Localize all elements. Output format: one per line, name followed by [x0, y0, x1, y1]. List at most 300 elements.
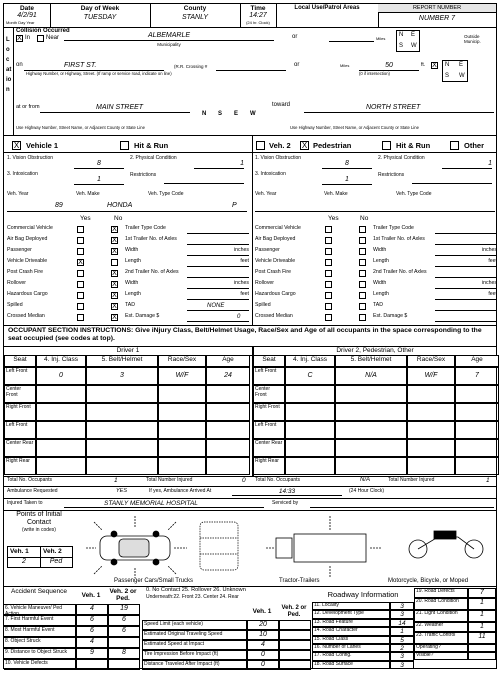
v1-no-box[interactable]	[111, 292, 118, 299]
occupant-cell[interactable]	[455, 385, 499, 403]
roadway-right-label: Operating?	[414, 644, 468, 652]
v2-intox-value: 1	[322, 176, 372, 185]
v2-right-label: Width	[373, 280, 387, 286]
date-label: Date	[19, 5, 35, 12]
v2-no-box[interactable]	[359, 292, 366, 299]
speed-row-label: Speed Limit (each vehicle)	[142, 620, 247, 630]
sequence-row-label: 8. Object Struck	[4, 637, 76, 648]
v2-right-label: 2nd Trailer No. of Axles	[373, 269, 427, 275]
impact-sub: (write in codes)	[22, 527, 56, 533]
s-1: S	[399, 43, 404, 49]
cars-label: Passenger Cars/Small Trucks	[114, 578, 194, 584]
occupant-cell[interactable]	[407, 439, 455, 457]
driver1-label: Driver 1	[116, 347, 140, 354]
v2-row-label: Commercial Vehicle	[255, 225, 301, 231]
veh2-checkbox[interactable]	[256, 141, 265, 150]
occupant-value: C	[307, 372, 313, 379]
occupant-cell[interactable]	[285, 421, 335, 439]
date-value: 4/2/91	[17, 12, 37, 20]
occupant-cell[interactable]	[158, 367, 206, 385]
v2-restrictions-line	[412, 176, 492, 184]
occupant-col-header: Seat	[4, 355, 36, 367]
sequence-veh2-value[interactable]	[108, 637, 140, 648]
occupant-col-header: 4. Inj. Class	[36, 355, 86, 367]
speed-veh2-label: Veh. 2 or Ped.	[281, 605, 307, 618]
serviced-label: Serviced by	[272, 500, 299, 506]
occupant-col-header: Seat	[253, 355, 285, 367]
roadway-right-value[interactable]: 1	[468, 610, 496, 622]
ambulance-label: Ambulance Requested	[7, 488, 58, 494]
occupant-cell[interactable]	[158, 385, 206, 403]
v1-yes-box[interactable]	[77, 303, 84, 310]
v2-physical-value: 1	[442, 160, 492, 169]
v1-vehicle-line	[7, 202, 247, 212]
v1-yes-label: Yes	[80, 215, 91, 222]
occupant-cell[interactable]	[407, 421, 455, 439]
municipality-value: ALBEMARLE	[64, 32, 274, 41]
v1-no-box[interactable]	[111, 237, 118, 244]
v2-vision-label: 1. Vision Obstruction	[255, 155, 302, 161]
roadway-row-label: 13. Road Feature	[312, 619, 390, 627]
impact-veh1-label: Veh. 1	[10, 548, 29, 555]
roadway-row-value[interactable]: 3	[390, 652, 414, 660]
v1-yes-mark: X	[78, 259, 83, 266]
v2-yes-box[interactable]	[325, 259, 332, 266]
in-checkbox[interactable]	[16, 35, 23, 42]
codes-line2: Underneath:22. Front 23. Center 24. Rear	[146, 594, 239, 600]
in-mark: X	[17, 35, 22, 42]
occupant-cell[interactable]	[455, 457, 499, 475]
pedestrian-checkbox[interactable]	[300, 141, 309, 150]
speed-veh1-value[interactable]: 20	[247, 620, 279, 630]
miles2-label: Miles	[340, 63, 350, 68]
sequence-veh1-value[interactable]: 6	[76, 615, 108, 626]
v1-type-label: Veh. Type Code	[148, 191, 184, 197]
sequence-veh1-value[interactable]: 9	[76, 648, 108, 659]
v1-row-label: Rollover	[7, 280, 27, 286]
sequence-row-label: 8. Most Harmful Event	[4, 626, 76, 637]
v2-right-line	[435, 237, 497, 245]
total-inj-label-1: Total Number Injured	[146, 477, 193, 483]
dow-cell	[50, 4, 151, 27]
v1-hit-run-checkbox[interactable]	[120, 141, 129, 150]
v1-no-mark: X	[112, 270, 117, 277]
v1-intox-label: 3. Intoxication	[7, 171, 38, 177]
v1-yes-box[interactable]	[77, 292, 84, 299]
seat-label: Center Front	[6, 386, 22, 398]
impact-title: Points of Initial Contact	[16, 511, 62, 526]
sequence-veh1-value[interactable]	[76, 659, 108, 670]
compass-row	[202, 104, 272, 118]
v1-vision-value: 8	[74, 160, 124, 169]
v2-intox-label: 3. Intoxication	[255, 171, 286, 177]
accident-report-form	[3, 3, 497, 669]
v1-restrictions-label: Restrictions	[130, 172, 157, 178]
v2-yes-box[interactable]	[325, 303, 332, 310]
v2-yes-box[interactable]	[325, 237, 332, 244]
speed-veh1-label: Veh. 1	[252, 608, 272, 615]
occupant-cell[interactable]	[407, 403, 455, 421]
v1-right-label: Length	[125, 291, 141, 297]
occupant-cell[interactable]	[4, 385, 36, 403]
occupant-cell[interactable]	[86, 421, 158, 439]
occupant-cell[interactable]	[158, 457, 206, 475]
v2-hit-run-checkbox[interactable]	[382, 141, 391, 150]
occupant-cell[interactable]	[206, 439, 250, 457]
occupant-cell[interactable]	[455, 367, 499, 385]
v2-no-box[interactable]	[359, 226, 366, 233]
sequence-veh1-value[interactable]: 6	[76, 626, 108, 637]
occupant-cell[interactable]	[86, 367, 158, 385]
county-label: County	[183, 5, 207, 12]
total-occ-label-2: Total No. Occupants	[255, 477, 301, 483]
ambulance-value: YES	[116, 488, 128, 494]
roadway-row-value[interactable]: 5	[390, 636, 414, 644]
occupant-cell[interactable]	[285, 457, 335, 475]
outside-municip-label: Outside Municip.	[464, 34, 481, 45]
occupant-cell[interactable]	[86, 457, 158, 475]
v1-right-unit: feet	[240, 258, 249, 264]
sequence-veh1-value[interactable]: 4	[76, 604, 108, 615]
occupant-cell[interactable]	[285, 367, 335, 385]
roadway-right-label: 23. Traffic Control	[414, 632, 468, 644]
speed-veh2-value[interactable]	[279, 660, 311, 670]
location-side-label	[4, 27, 14, 135]
v1-no-mark: X	[112, 281, 117, 288]
v1-no-mark: X	[112, 303, 117, 310]
v1-no-mark: X	[112, 237, 117, 244]
v1-hit-run-label: Hit & Run	[134, 141, 169, 150]
toward-street-value: NORTH STREET	[304, 104, 494, 113]
occupant-cell[interactable]	[158, 421, 206, 439]
v2-right-label: Width	[373, 247, 387, 253]
v1-right-line	[187, 226, 249, 234]
occupant-cell[interactable]	[253, 385, 285, 403]
roadway-right-value[interactable]	[468, 652, 496, 660]
moto-label: Motorcycle, Bicycle, or Moped	[388, 578, 469, 584]
occupant-cell[interactable]	[335, 367, 407, 385]
v1-no-mark: X	[112, 248, 117, 255]
sequence-row-label: 7. First Harmful Event	[4, 615, 76, 626]
s-2: S	[445, 73, 450, 79]
v2-yes-box[interactable]	[325, 248, 332, 255]
v1-right-label: Width	[125, 280, 139, 286]
roadway-right-label: 19. Road Defects	[414, 588, 468, 598]
roadway-title: Roadway Information	[327, 590, 399, 599]
v2-no-box[interactable]	[359, 259, 366, 266]
occupant-cell[interactable]	[253, 457, 285, 475]
occupant-cell[interactable]	[285, 403, 335, 421]
v2-no-box[interactable]	[359, 270, 366, 277]
v2-yes-box[interactable]	[325, 292, 332, 299]
v2-year-label: Veh. Year	[255, 191, 277, 197]
taken-label: Injured Taken to	[7, 500, 43, 506]
v1-yes-box[interactable]	[77, 237, 84, 244]
speed-veh2-value[interactable]	[279, 630, 311, 640]
seat-label: Right Front	[6, 404, 31, 410]
occupant-col-header: Age	[206, 355, 250, 367]
occupant-cell[interactable]	[285, 385, 335, 403]
occupant-cell[interactable]	[206, 367, 250, 385]
roadway-row-value[interactable]: 3	[390, 661, 414, 669]
roadway-right-value[interactable]: 1	[468, 622, 496, 632]
occupant-cell[interactable]	[158, 439, 206, 457]
v1-yes-box[interactable]	[77, 314, 84, 321]
sequence-veh2-value[interactable]: 8	[108, 648, 140, 659]
occupant-cell[interactable]	[4, 439, 36, 457]
near-checkbox[interactable]	[37, 35, 44, 42]
occupant-cell[interactable]	[455, 439, 499, 457]
or-label-2: or	[294, 62, 300, 68]
v1-no-box[interactable]	[111, 270, 118, 277]
occupant-cell[interactable]	[158, 403, 206, 421]
occupant-cell[interactable]	[36, 385, 86, 403]
sequence-title: Accident Sequence	[10, 588, 67, 595]
occupant-col-header: 5. Belt/Helmet	[335, 355, 407, 367]
sequence-veh1-value[interactable]: 4	[76, 637, 108, 648]
speed-veh1-value[interactable]: 0	[247, 650, 279, 660]
impact-veh2-value: Ped	[49, 558, 63, 565]
occupant-cell[interactable]	[455, 403, 499, 421]
occupant-value: 3	[120, 372, 124, 379]
occupant-value: 24	[224, 372, 232, 379]
v2-no-box[interactable]	[359, 281, 366, 288]
v2-row-label: Vehicle Driveable	[255, 258, 296, 264]
v1-no-box[interactable]	[111, 226, 118, 233]
v2-no-box[interactable]	[359, 303, 366, 310]
occupant-cell[interactable]	[36, 457, 86, 475]
roadway-right-label: 21. Light Condition	[414, 610, 468, 622]
v2-right-label: Trailer Type Code	[373, 225, 414, 231]
occupant-cell[interactable]	[253, 367, 285, 385]
v2-right-line	[435, 303, 497, 311]
v2-no-box[interactable]	[359, 237, 366, 244]
occupant-cell[interactable]	[335, 457, 407, 475]
speed-veh2-value[interactable]	[279, 620, 311, 630]
v2-hit-run-label: Hit & Run	[396, 141, 431, 150]
occupant-cell[interactable]	[206, 457, 250, 475]
speed-veh1-value[interactable]: 4	[247, 640, 279, 650]
serviced-line	[310, 500, 494, 508]
passenger-car-diagram	[84, 514, 189, 580]
v2-no-box[interactable]	[359, 314, 366, 321]
e-2: E	[459, 62, 464, 68]
occupant-cell[interactable]	[86, 385, 158, 403]
occupant-value: 0	[59, 372, 63, 379]
seat-label: Right Rear	[6, 458, 30, 464]
motorcycle-diagram	[404, 519, 489, 569]
location-side-text: Location	[6, 37, 12, 93]
occupant-cell[interactable]	[335, 439, 407, 457]
roadway-right-value[interactable]	[468, 644, 496, 652]
occupant-cell[interactable]	[4, 421, 36, 439]
v2-row-label: Hazardous Cargo	[255, 291, 296, 297]
miles-label: Miles	[376, 36, 386, 41]
v1-tad-value: NONE	[207, 303, 225, 309]
w-2: W	[459, 73, 465, 79]
v2-right-line	[435, 314, 497, 322]
collision-label: Collision Occurred	[16, 28, 70, 34]
sequence-veh2-value[interactable]: 6	[108, 626, 140, 637]
v2-yes-box[interactable]	[325, 226, 332, 233]
roadway-right-value[interactable]: 7	[468, 588, 496, 598]
occupant-cell[interactable]	[4, 367, 36, 385]
roadway-row-value[interactable]: 2	[390, 644, 414, 652]
v1-yes-box[interactable]	[77, 259, 84, 266]
report-number-label: REPORT NUMBER	[378, 4, 496, 13]
v2-yes-box[interactable]	[325, 281, 332, 288]
speed-row-label: Estimated Speed at Impact	[142, 640, 247, 650]
occupant-cell[interactable]	[4, 403, 36, 421]
occupant-cell[interactable]	[86, 439, 158, 457]
compass-s: S	[218, 111, 223, 117]
v1-yes-box[interactable]	[77, 281, 84, 288]
roadway-row-label: 17. Road Config.	[312, 652, 390, 660]
occupant-cell[interactable]	[253, 421, 285, 439]
v1-make-value: HONDA	[107, 202, 133, 209]
v1-right-label: Width	[125, 247, 139, 253]
v2-right-label: 1st Trailer No. of Axles	[373, 236, 425, 242]
sequence-row-label: 9. Distance to Object Struck	[4, 648, 76, 659]
v2-restrictions-label: Restrictions	[378, 172, 405, 178]
total-inj-label-2: Total Number Injured	[388, 477, 435, 483]
seat-label: Left Front	[255, 422, 277, 428]
occupant-cell[interactable]	[206, 385, 250, 403]
total-occ-value-1: 1	[114, 477, 118, 484]
v1-physical-value: 1	[194, 160, 244, 169]
v1-no-box[interactable]	[111, 314, 118, 321]
report-number-value: NUMBER 7	[418, 15, 456, 23]
v1-no-box[interactable]	[111, 248, 118, 255]
v2-row-label: Crossed Median	[255, 313, 293, 319]
v2-right-unit: feet	[488, 291, 497, 297]
roadway-row-label: 11. Locality	[312, 602, 390, 610]
occupant-cell[interactable]	[407, 457, 455, 475]
v1-no-box[interactable]	[111, 259, 118, 266]
occupant-cell[interactable]	[407, 385, 455, 403]
driver2-label: Driver 2, Pedestrian, Other	[336, 347, 414, 354]
occupant-cell[interactable]	[36, 403, 86, 421]
v1-yes-box[interactable]	[77, 248, 84, 255]
ft-checkbox[interactable]	[431, 62, 438, 69]
roadway-row-value[interactable]: 3	[390, 602, 414, 610]
speed-veh1-value[interactable]: 10	[247, 630, 279, 640]
occupant-cell[interactable]	[36, 367, 86, 385]
occupant-cell[interactable]	[206, 403, 250, 421]
roadway-row-value[interactable]: 3	[390, 610, 414, 618]
occupant-col-header: Race/Sex	[407, 355, 455, 367]
miles-line	[329, 32, 374, 42]
roadway-row-label: 18. Road Surface	[312, 661, 390, 669]
roadway-right-label: 22. Weather	[414, 622, 468, 632]
occupant-cell[interactable]	[36, 439, 86, 457]
sequence-veh2-value[interactable]	[108, 659, 140, 670]
speed-veh2-value[interactable]	[279, 640, 311, 650]
occupant-cell[interactable]	[407, 367, 455, 385]
v1-right-label: 2nd Trailer No. of Axles	[125, 269, 179, 275]
v1-restrictions-line	[164, 176, 244, 184]
occupant-cell[interactable]	[335, 421, 407, 439]
impact-code-box	[7, 546, 73, 568]
occupant-cell[interactable]	[335, 385, 407, 403]
other-checkbox[interactable]	[450, 141, 459, 150]
county-cell	[150, 4, 241, 27]
speed-veh1-value[interactable]: 0	[247, 660, 279, 670]
occupant-cell[interactable]	[285, 439, 335, 457]
e-1: E	[411, 32, 416, 38]
occupant-cell[interactable]	[253, 403, 285, 421]
ft-mark: X	[432, 62, 437, 69]
v2-right-label: Length	[373, 291, 389, 297]
speed-veh2-value[interactable]	[279, 650, 311, 660]
arrived-label: If yes, Ambulance Arrived At	[149, 488, 212, 494]
vehicle1-checkbox[interactable]	[12, 141, 21, 150]
v1-physical-label: 2. Physical Condition	[130, 155, 177, 161]
v1-right-unit: feet	[240, 291, 249, 297]
roadway-right-value[interactable]: 1	[468, 598, 496, 610]
v2-yes-box[interactable]	[325, 314, 332, 321]
at-label: at or from	[16, 104, 40, 110]
time-value: 14:27	[249, 12, 267, 20]
v1-no-box[interactable]	[111, 281, 118, 288]
roadway-right-value[interactable]: 11	[468, 632, 496, 644]
n-2: N	[445, 62, 450, 68]
ft-label: ft.	[421, 62, 426, 68]
v2-vehicle-line	[255, 202, 495, 212]
near-label: Near	[46, 35, 60, 41]
v1-type-value: P	[232, 202, 237, 209]
local-use-label: Local Use/Patrol Areas	[294, 5, 360, 11]
v2-yes-box[interactable]	[325, 270, 332, 277]
sequence-veh2-value[interactable]: 6	[108, 615, 140, 626]
occupant-cell[interactable]	[86, 403, 158, 421]
speed-row-label: Tire Impression Before Impact (ft)	[142, 650, 247, 660]
sequence-veh2-value[interactable]: 19	[108, 604, 140, 615]
occupant-cell[interactable]	[36, 421, 86, 439]
occupant-cell[interactable]	[253, 439, 285, 457]
occupant-col-header: Race/Sex	[158, 355, 206, 367]
compass-n: N	[202, 111, 207, 117]
occupant-cell[interactable]	[455, 421, 499, 439]
arrived-value: 14:33	[232, 488, 342, 496]
car-seat-diagram	[194, 518, 244, 574]
v1-yes-box[interactable]	[77, 270, 84, 277]
occupant-cell[interactable]	[335, 403, 407, 421]
rr-line	[216, 62, 286, 71]
arrived-sub: (24 Hour Clock)	[349, 488, 385, 494]
occupant-cell[interactable]	[4, 457, 36, 475]
seat-label: Left Front	[255, 368, 277, 374]
occupant-value: 7	[475, 372, 479, 379]
time-sub: (24 hr. Clock)	[246, 19, 270, 25]
occupant-cell[interactable]	[206, 421, 250, 439]
roadway-right-label: Visible?	[414, 652, 468, 660]
v1-year-value: 89	[55, 202, 63, 209]
roadway-row-value[interactable]: 1	[390, 627, 414, 635]
on-label: on	[16, 62, 23, 68]
local-use-cell	[276, 4, 379, 27]
v1-no-mark: X	[112, 292, 117, 299]
v1-yes-box[interactable]	[77, 226, 84, 233]
seat-label: Center Front	[255, 386, 271, 398]
v2-row-label: Post Crash Fire	[255, 269, 292, 275]
county-value: STANLY	[181, 14, 209, 22]
v2-no-box[interactable]	[359, 248, 366, 255]
seq-veh1-label: Veh. 1	[81, 592, 101, 599]
v1-make-label: Veh. Make	[76, 191, 100, 197]
v1-no-box[interactable]	[111, 303, 118, 310]
roadway-row-value[interactable]: 14	[390, 619, 414, 627]
